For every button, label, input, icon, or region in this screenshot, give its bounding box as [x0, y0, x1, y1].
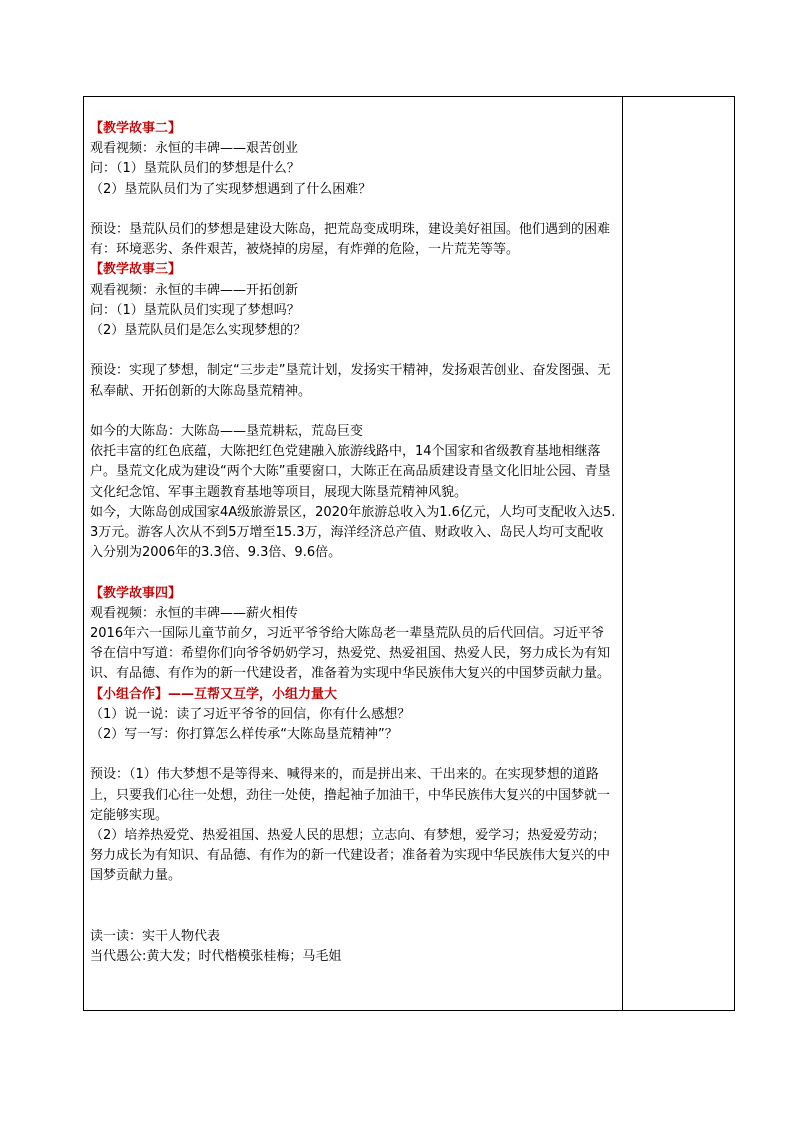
story2-heading: 【教学故事二】	[90, 121, 182, 136]
story4-text: 2016年六一国际儿童节前夕，习近平爷爷给大陈岛老一辈垦荒队员的后代回信。习近平爷爷在信中写道：希望你们向爷爷奶奶学习，热爱党、热爱祖国、热爱人民，努力成长为有知识、有品德、有作为的新一代建设者，准备着为实现中华民族伟大复兴的中国梦贡献力量。	[90, 626, 611, 682]
story3-question-1: 问：（1）垦荒队员们实现了梦想吗？	[90, 302, 300, 318]
group-answer-1: 预设：（1）伟大梦想不是等得来、喊得来的，而是拼出来、干出来的。在实现梦想的道路上，只要我们心往一处想，劲往一处使，撸起袖子加油干，中华民族伟大复兴的中国梦就一定能够实现。	[90, 767, 611, 823]
group-answer-2: （2）培养热爱党、热爱祖国、热爱人民的思想；立志向、有梦想，爱学习；热爱爱劳动；努力成长为有知识、有品德、有作为的新一代建设者；准备着为实现中华民族伟大复兴的中国梦贡献力量。	[90, 828, 611, 884]
group-label: 【小组合作】	[90, 686, 169, 702]
reading-people: 当代愚公:黄大发；时代楷模张桂梅；马毛姐	[90, 949, 342, 965]
lesson-content-cell	[90, 119, 616, 967]
group-subtitle: ——互帮又互学，小组力量大	[168, 686, 338, 702]
group-question-2: （2）写一写：你打算怎么样传承“大陈岛垦荒精神”？	[90, 727, 398, 743]
group-question-1: （1）说一说：读了习近平爷爷的回信，你有什么感想？	[90, 706, 411, 722]
today-title: 如今的大陈岛：大陈岛——垦荒耕耘，荒岛巨变	[90, 424, 364, 439]
reading-title: 读一读：实干人物代表	[90, 929, 221, 945]
story2-question-2: （2）垦荒队员们为了实现梦想遇到了什么困难？	[90, 181, 372, 197]
story3-heading: 【教学故事三】	[90, 262, 182, 278]
story2-question-1: 问：（1）垦荒队员们的梦想是什么？	[90, 161, 300, 177]
story3-answer: 预设：实现了梦想，制定“三步走”垦荒计划，发扬实干精神，发扬艰苦创业、奋发图强、无私奉献、开拓创新的大陈岛垦荒精神。	[90, 363, 611, 399]
story4-video: 观看视频：永恒的丰碑——薪火相传	[90, 605, 299, 621]
story4-heading: 【教学故事四】	[90, 585, 182, 601]
today-paragraph-2: 如今，大陈岛创成国家4A级旅游景区，2020年旅游总收入为1.6亿元，人均可支配收入达5.3万元。游客人次从不到5万增至15.3万，海洋经济总产值、财政收入、岛民人均可支配收入分别为2006年的3.3倍、9.3倍、9.6倍。	[90, 504, 616, 561]
column-divider	[622, 97, 623, 1010]
story3-video: 观看视频：永恒的丰碑——开拓创新	[90, 282, 299, 298]
story2-answer: 预设：垦荒队员们的梦想是建设大陈岛，把荒岛变成明珠，建设美好祖国。他们遇到的困难有：环境恶劣、条件艰苦，被烧掉的房屋，有炸弹的危险，一片荒芜等等。	[90, 222, 611, 258]
today-paragraph-1: 依托丰富的红色底蕴，大陈把红色党建融入旅游线路中，14个国家和省级教育基地相继落户。垦荒文化成为建设“两个大陈”重要窗口，大陈正在高品质建设青垦文化旧址公园、青垦文化纪念馆、军事主题教育基地等项目，展现大陈垦荒精神风貌。	[90, 444, 611, 500]
lesson-table	[83, 96, 735, 1011]
story3-question-2: （2）垦荒队员们是怎么实现梦想的？	[90, 323, 307, 339]
group-heading	[90, 685, 616, 705]
story2-video: 观看视频：永恒的丰碑——艰苦创业	[90, 141, 299, 157]
